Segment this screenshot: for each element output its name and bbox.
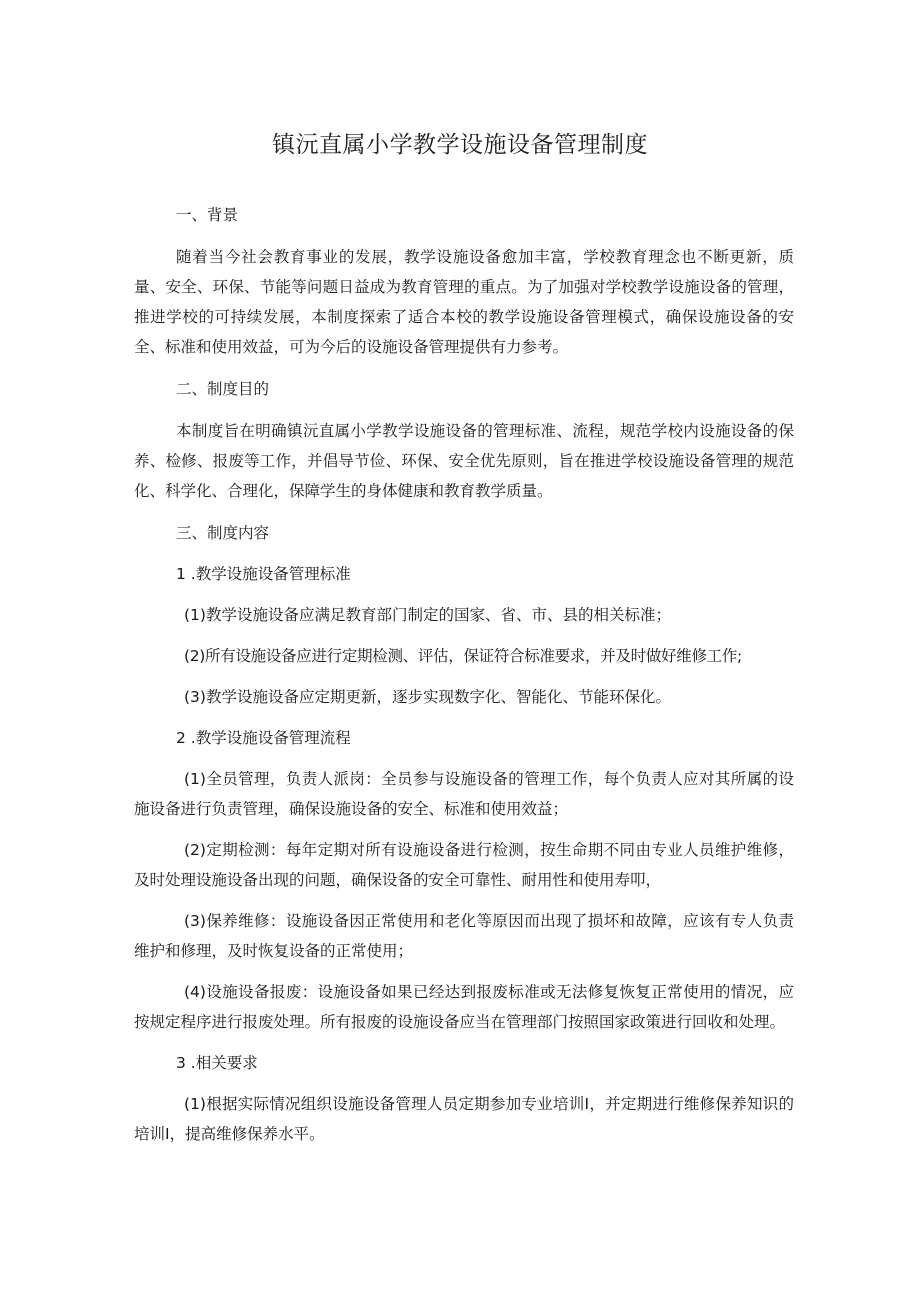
standards-item: (1)教学设施设备应满足教育部门制定的国家、省、市、县的相关标准；	[184, 606, 671, 624]
subsection-heading-process: 2 .教学设施设备管理流程	[176, 729, 351, 747]
process-item: (1)全员管理，负责人派岗：全员参与设施设备的管理工作，每个负责人应对其所属的设施设备进行负责管理，确保设施设备的安全、标准和使用效益；	[134, 770, 794, 818]
subsection-heading-requirements: 3 .相关要求	[176, 1054, 258, 1072]
background-paragraph: 随着当今社会教育事业的发展，教学设施设备愈加丰富，学校教育理念也不断更新，质量、安全、环保、节能等问题日益成为教育管理的重点。为了加强对学校教学设施设备的管理，推进学校的可持续发展，本制度探索了适合本校的教学设施设备管理模式，确保设施设备的安全、标准和使用效益，可为今后的设施设备管理提供有力参考。	[134, 248, 794, 356]
requirements-item: (1)根据实际情况组织设施设备管理人员定期参加专业培训I，并定期进行维修保养知识的培训I，提高维修保养水平。	[134, 1095, 794, 1143]
section-heading-content: 三、制度内容	[176, 524, 270, 542]
document-title: 镇沅直属小学教学设施设备管理制度	[272, 132, 648, 158]
section-heading-background: 一、背景	[176, 206, 239, 224]
process-item: (2)定期检测：每年定期对所有设施设备进行检测，按生命期不同由专业人员维护维修，及时处理设施设备出现的问题，确保设备的安全可靠性、耐用性和使用寿叩，	[134, 841, 794, 889]
process-item: (3)保养维修：设施设备因正常使用和老化等原因而出现了损坏和故障，应该有专人负责维护和修理，及时恢复设备的正常使用；	[134, 912, 794, 960]
purpose-paragraph: 本制度旨在明确镇沅直属小学教学设施设备的管理标准、流程，规范学校内设施设备的保养、检修、报废等工作，并倡导节俭、环保、安全优先原则，旨在推进学校设施设备管理的规范化、科学化、合理化，保障学生的身体健康和教育教学质量。	[134, 422, 794, 500]
section-heading-purpose: 二、制度目的	[176, 380, 270, 398]
process-item: (4)设施设备报废：设施设备如果已经达到报废标准或无法修复恢复正常使用的情况，应按规定程序进行报废处理。所有报废的设施设备应当在管理部门按照国家政策进行回收和处理。	[134, 983, 794, 1031]
standards-item: (3)教学设施设备应定期更新，逐步实现数字化、智能化、节能环保化。	[184, 688, 671, 706]
standards-item: (2)所有设施设备应进行定期检测、评估，保证符合标准要求，并及时做好维修工作;	[184, 647, 742, 665]
document-body	[134, 200, 794, 1149]
subsection-heading-standards: 1 .教学设施设备管理标准	[176, 565, 351, 583]
